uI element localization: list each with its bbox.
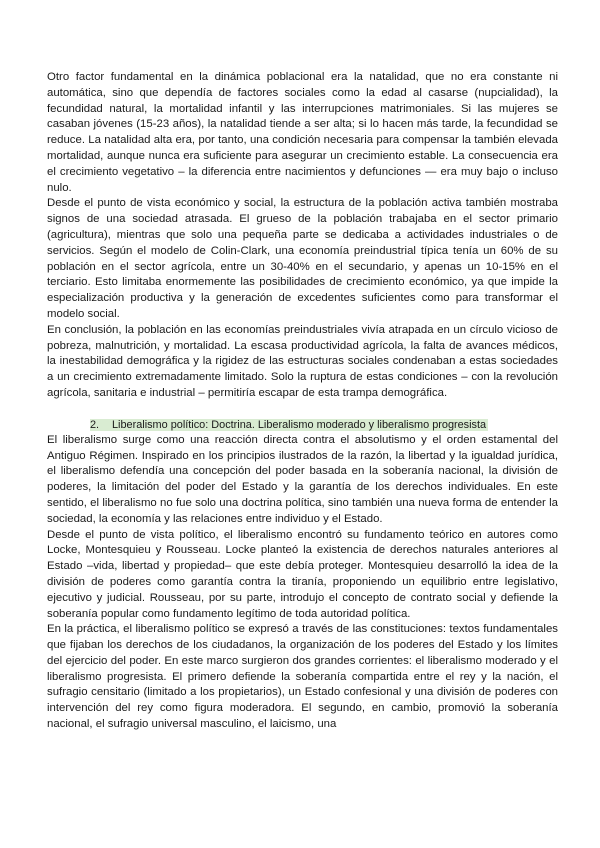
paragraph-liberalismo-autores: Desde el punto de vista político, el liberalismo encontró su fundamento teórico en autores como Locke, Montesquieu y Rousseau. Locke planteó la existencia de derechos naturales anteriores al Estado –vida, libertad y propiedad– que este debía proteger. Montesquieu desarrolló la idea de la división de poderes como garantía contra la tiranía, proponiendo un equilibrio entre legislativo, ejecutivo y judicial. Rousseau, por su parte, introdujo el concepto de contrato social y defiende la soberanía popular como fundamento legítimo de toda autoridad política. — [47, 528, 558, 620]
paragraph-natalidad: Otro factor fundamental en la dinámica poblacional era la natalidad, que no era constante ni automática, sino que dependía de factores sociales como la edad al casarse (nupcialidad), la fecundidad natural, la mortalidad infantil y las interrupciones matrimoniales. Si las mujeres se casaban jóvenes (15-23 años), la natalidad tiende a ser alta; si lo hacen más tarde, la fecundidad se reduce. La natalidad alta era, por tanto, una condición necesaria para compensar la también elevada mortalidad, aunque nunca era suficiente para asegurar un crecimiento estable. La consecuencia era el crecimiento vegetativo – la diferencia entre nacimientos y defunciones — era muy bajo o incluso nulo. — [47, 71, 558, 194]
paragraph-poblacion-activa: Desde el punto de vista económico y social, la estructura de la población activa también mostraba signos de una sociedad atrasada. El grueso de la población trabajaba en el sector primario (agricultura), mientras que solo una pequeña parte se dedicaba a actividades industriales o de servicios. Según el modelo de Colin-Clark, una economía preindustrial típica tenía un 60% de su población en el sector agrícola, entre un 30-40% en el secundario, y apenas un 10-15% en el terciario. Esto limitaba enormemente las posibilidades de crecimiento económico, ya que impide la especialización productiva y la generación de excedentes suficientes como para transformar el modelo social. — [47, 197, 558, 320]
section-heading-highlight — [90, 419, 488, 431]
document-page — [47, 70, 558, 733]
paragraph-conclusion: En conclusión, la población en las economías preindustriales vivía atrapada en un círculo vicioso de pobreza, malnutrición, y mortalidad. La escasa productividad agrícola, la falta de avances médicos, la inestabilidad demográfica y la rigidez de las estructuras sociales condenaban a estas sociedades a un crecimiento extremadamente limitado. Solo la ruptura de estas condiciones – con la revolución agrícola, sanitaria e industrial – permitiría escapar de esta trampa demográfica. — [47, 323, 558, 399]
paragraph-liberalismo-practica: En la práctica, el liberalismo político se expresó a través de las constituciones: textos fundamentales que fijaban los derechos de los ciudadanos, la organización de los poderes del Estado y los límites del ejercicio del poder. En este marco surgieron dos grandes corrientes: el liberalismo moderado y el liberalismo progresista. El primero defiende la soberanía compartida entre el rey y la nación, el sufragio censitario (limitado a los propietarios), un Estado confesional y una división de poderes con intervención del rey como figura moderadora. El segundo, en cambio, promovió la soberanía nacional, el sufragio universal masculino, el laicismo, una — [47, 623, 558, 731]
section-heading — [47, 418, 558, 433]
section-title: Liberalismo político: Doctrina. Liberalismo moderado y liberalismo progresista — [112, 418, 487, 431]
paragraph-liberalismo-origen: El liberalismo surge como una reacción directa contra el absolutismo y el orden estamental del Antiguo Régimen. Inspirado en los principios ilustrados de la razón, la libertad y la igualdad jurídica, el liberalismo defendía una concepción del poder basada en la soberanía nacional, la división de poderes, la limitación del poder del Estado y la garantía de los derechos individuales. En este sentido, el liberalismo no fue solo una doctrina política, sino también una nueva forma de entender la sociedad, la economía y las relaciones entre individuo y el Estado. — [47, 433, 558, 525]
section-number: 2. — [90, 418, 100, 431]
